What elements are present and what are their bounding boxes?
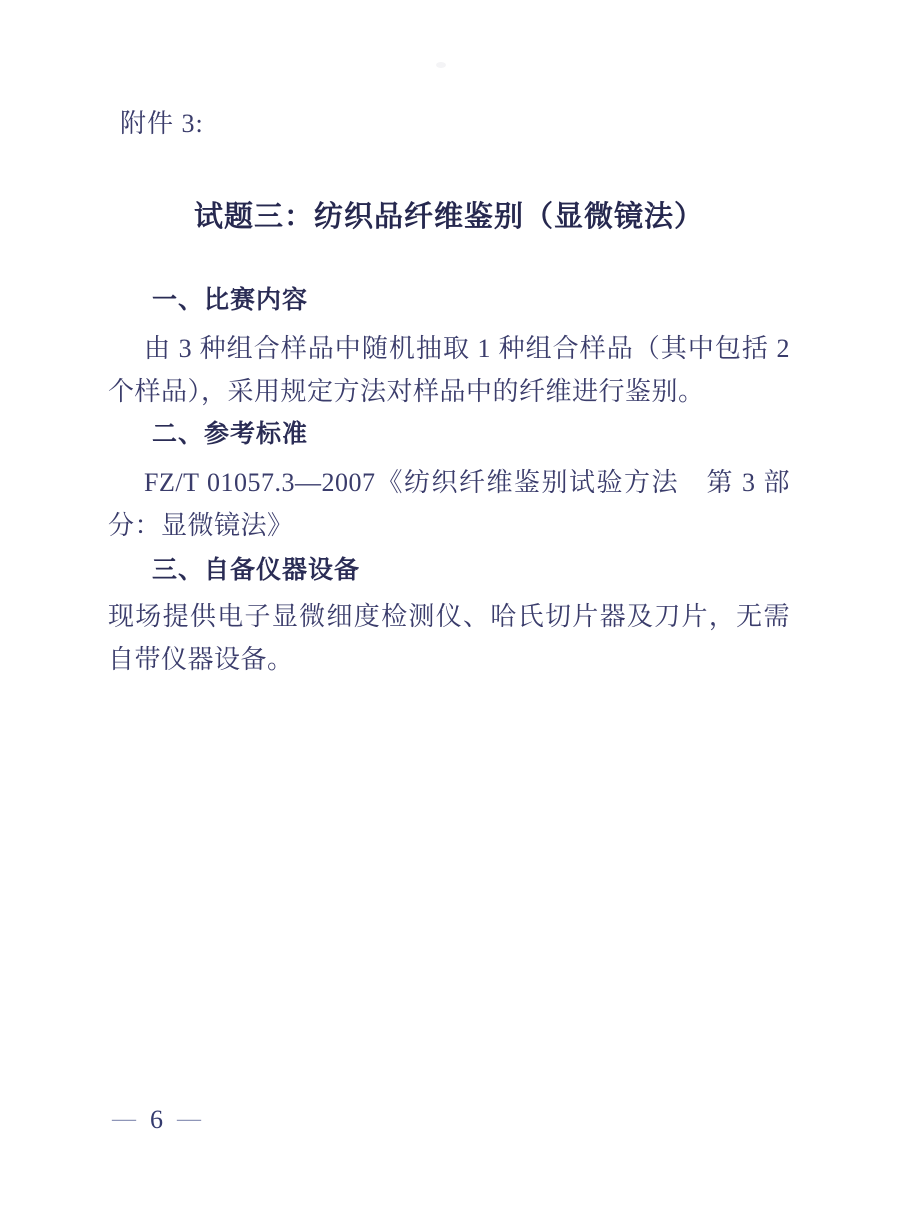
section-reference-standard [108,421,790,547]
page-title: 试题三：纺织品纤维鉴别（显微镜法） [193,201,704,233]
footer-dash-right: — [177,1106,201,1132]
page-footer [112,1104,201,1137]
section-3-heading: 三、自备仪器设备 [152,556,361,584]
section-competition-content [108,287,790,413]
footer-page-number: 6 [150,1105,163,1134]
document-content [0,110,900,681]
section-2-body: FZ/T 01057.3—2007《纺织纤维鉴别试验方法 第 3 部分：显微镜法》 [108,468,790,540]
attachment-label: 附件 3: [120,109,204,138]
section-2-heading: 二、参考标准 [152,420,309,448]
footer-dash-left: — [112,1106,136,1132]
section-3-body: 现场提供电子显微细度检测仪、哈氏切片器及刀片，无需自带仪器设备。 [108,602,790,674]
section-1-body: 由 3 种组合样品中随机抽取 1 种组合样品（其中包括 2 个样品），采用规定方法对样品中的纤维进行鉴别。 [108,334,790,406]
section-own-equipment [108,557,790,681]
section-1-heading: 一、比赛内容 [152,286,309,314]
scan-speckle [436,62,446,68]
